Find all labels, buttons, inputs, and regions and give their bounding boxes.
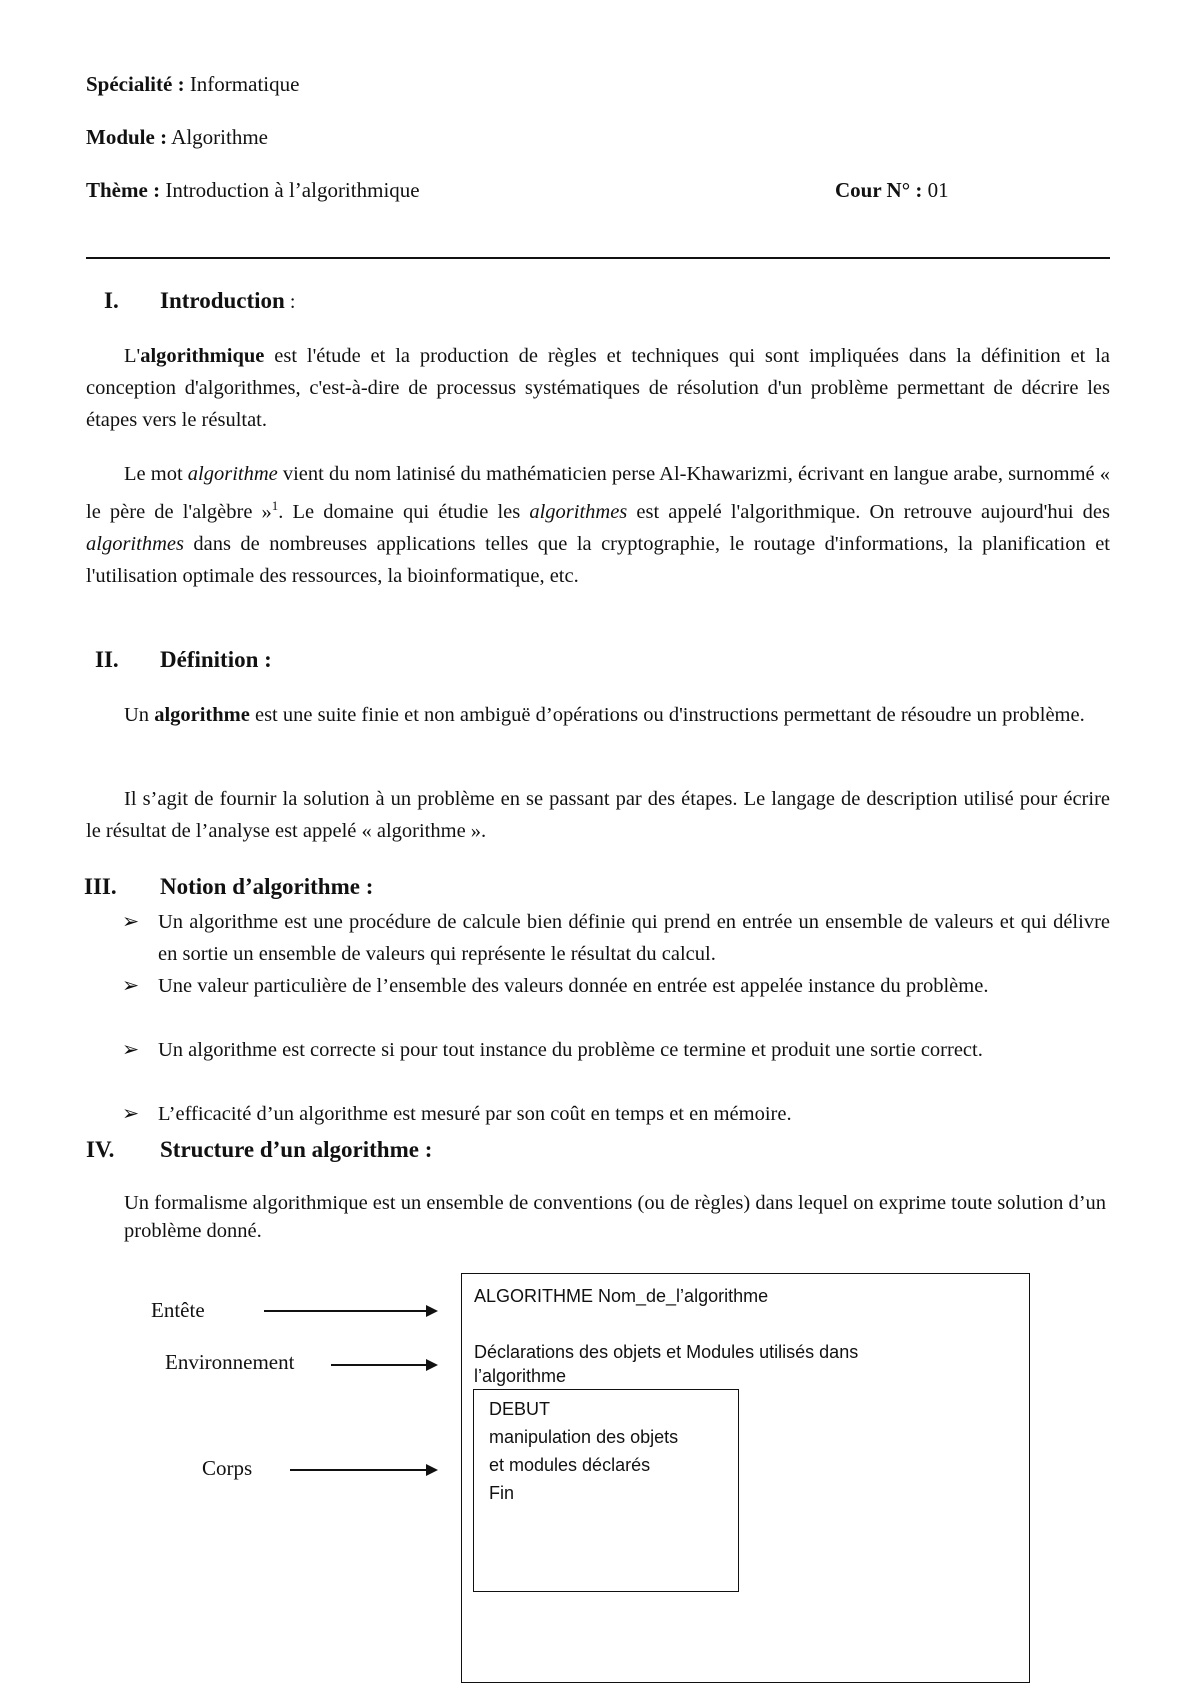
header-divider xyxy=(86,257,1110,259)
section-title: Notion d’algorithme : xyxy=(160,874,374,899)
label-environnement: Environnement xyxy=(165,1350,295,1374)
section-number: IV. xyxy=(86,1137,115,1162)
module-value: Algorithme xyxy=(171,125,268,149)
definition-paragraph-2: Il s’agit de fournir la solution à un problème en se passant par des étapes. Le langage de description utilisé pour écrire le résultat de l’analyse est appelé « algorithme ». xyxy=(86,788,1110,842)
notion-bullet-2: ➢ Une valeur particulière de l’ensemble des valeurs donnée en entrée est appelée instance du problème. xyxy=(126,970,1110,1002)
notion-bullet-1: ➢ Un algorithme est une procédure de calcule bien définie qui prend en entrée un ensemble de valeurs et qui délivre en sortie un ensemble de valeurs qui représente le résultat du calcul. xyxy=(126,906,1110,970)
arrow-bullet-icon: ➢ xyxy=(122,911,140,933)
section-number: I. xyxy=(104,288,119,313)
notion-bullet-4: ➢ L’efficacité d’un algorithme est mesuré par son coût en temps et en mémoire. xyxy=(126,1098,1110,1130)
box-fin: Fin xyxy=(489,1483,515,1503)
section-number: III. xyxy=(84,874,117,899)
structure-paragraph: Un formalisme algorithmique est un ensemble de conventions (ou de règles) dans lequel on exprime toute solution d’un problème donné. xyxy=(124,1192,1107,1242)
theme-line xyxy=(86,178,420,203)
module-line xyxy=(86,125,268,150)
label-corps: Corps xyxy=(202,1456,253,1480)
box-algorithm-header: ALGORITHME Nom_de_l’algorithme xyxy=(474,1286,769,1306)
theme-label: Thème : xyxy=(86,178,161,202)
box-modules: et modules déclarés xyxy=(489,1455,651,1475)
notion-bullet-3: ➢ Un algorithme est correcte si pour tout instance du problème ce termine et produit une sortie correct. xyxy=(126,1034,1110,1066)
cour-line xyxy=(835,178,949,203)
box-declarations-line1: Déclarations des objets et Modules utilisés dans xyxy=(474,1342,859,1362)
box-manipulation: manipulation des objets xyxy=(489,1427,679,1447)
footnote-marker: 1 xyxy=(271,498,279,513)
intro-paragraph-1: L'algorithmique est l'étude et la production de règles et techniques qui sont impliquées dans la définition et la conception d'algorithmes, c'est-à-dire de processus systématiques de résolution d'un problème permettant de décrire les étapes vers le résultat. xyxy=(86,345,1110,431)
definition-paragraph-1: Un algorithme est une suite finie et non ambiguë d’opérations ou d'instructions permettant de résoudre un problème. xyxy=(124,704,1085,726)
arrow-bullet-icon: ➢ xyxy=(122,975,140,997)
module-label: Module : xyxy=(86,125,168,149)
specialite-line xyxy=(86,72,299,97)
cour-label: Cour N° : xyxy=(835,178,923,202)
section-title: Structure d’un algorithme : xyxy=(160,1137,433,1162)
section-number: II. xyxy=(95,647,119,672)
section-title: Définition : xyxy=(160,647,272,672)
arrow-bullet-icon: ➢ xyxy=(122,1103,140,1125)
arrow-environnement-icon xyxy=(331,1364,436,1366)
intro-paragraph-2: Le mot algorithme vient du nom latinisé du mathématicien perse Al-Khawarizmi, écrivant en langue arabe, surnommé « le père de l'algèbre »$^1$. Le domaine qui étudie les algorithmes est appelé l'algorithmique. On retrouve aujourd'hui des algorithmes dans de nombreuses applications telles que la cryptographie, le routage d'informations, la planification et l'utilisation optimale des ressources, la bioinformatique, etc. xyxy=(86,463,1110,587)
box-declarations-line2: l’algorithme xyxy=(474,1366,567,1386)
label-entete: Entête xyxy=(151,1298,205,1322)
theme-value: Introduction à l’algorithmique xyxy=(165,178,420,202)
cour-value: 01 xyxy=(927,178,949,202)
specialite-value: Informatique xyxy=(189,72,300,96)
box-debut: DEBUT xyxy=(489,1399,551,1419)
specialite-label: Spécialité : xyxy=(86,72,185,96)
arrow-bullet-icon: ➢ xyxy=(122,1039,140,1061)
arrow-entete-icon xyxy=(264,1310,436,1312)
section-title: Introduction : xyxy=(160,288,296,313)
arrow-corps-icon xyxy=(290,1469,436,1471)
